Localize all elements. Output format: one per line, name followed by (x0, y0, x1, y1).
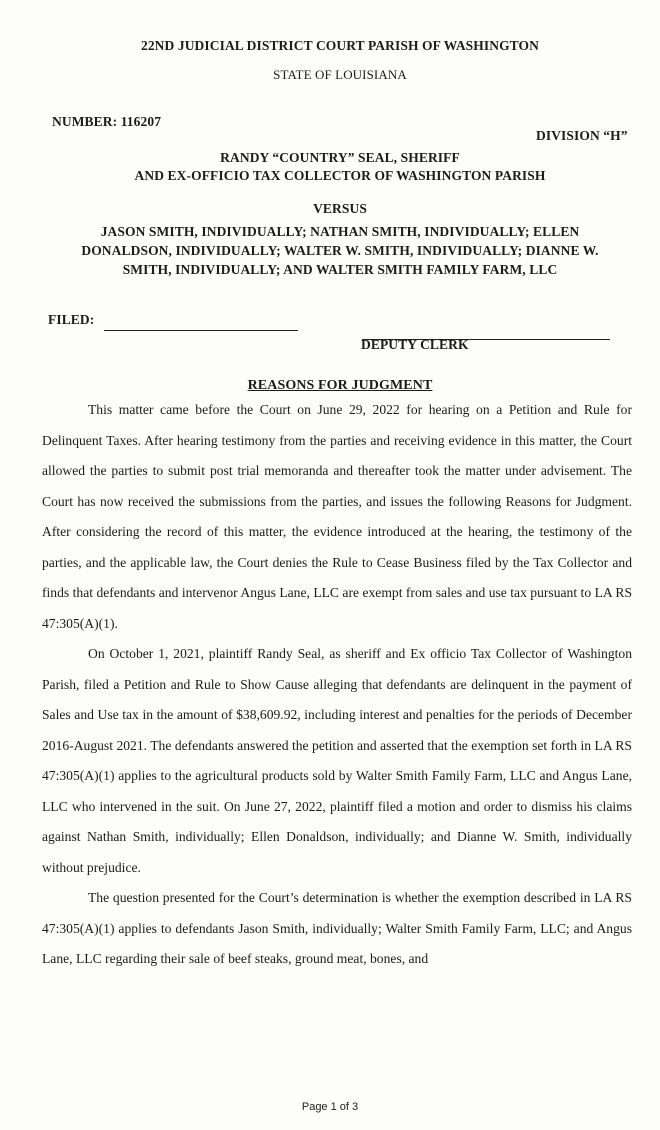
body-paragraph: This matter came before the Court on June 29, 2022 for hearing on a Petition and Rule for Delinquent Taxes. After hearing testimony from the parties and receiving evidence in this matter, the Court allowed the parties to submit post trial memoranda and thereafter took the matter under advisement. The Court has now received the submissions from the parties, and issues the following Reasons for Judgment. After considering the record of this matter, the evidence introduced at the hearing, the testimony of the parties, and the applicable law, the Court denies the Rule to Cease Business filed by the Tax Collector and finds that defendants and intervenor Angus Lane, LLC are exempt from sales and use tax pursuant to LA RS 47:305(A)(1). (42, 402, 632, 631)
defendants-line-3: SMITH, INDIVIDUALLY; AND WALTER SMITH FAMILY FARM, LLC (122, 262, 558, 277)
versus-label: VERSUS (313, 201, 367, 216)
filed-label: FILED: (48, 312, 95, 327)
plaintiff-line-2: AND EX-OFFICIO TAX COLLECTOR OF WASHINGTON PARISH (134, 168, 546, 183)
body-paragraph: On October 1, 2021, plaintiff Randy Seal, as sheriff and Ex officio Tax Collector of Washington Parish, filed a Petition and Rule to Show Cause alleging that defendants are delinquent in the payment of Sales and Use tax in the amount of $38,609.92, including interest and penalties for the periods of December 2016-August 2021. The defendants answered the petition and asserted that the exemption set forth in LA RS 47:305(A)(1) applies to the agricultural products sold by Walter Smith Family Farm, LLC and Angus Lane, LLC who intervened in the suit. On June 27, 2022, plaintiff filed a motion and order to dismiss his claims against Nathan Smith, individually; Ellen Donaldson, individually; and Dianne W. Smith, individually without prejudice. (42, 646, 632, 875)
defendants-line-1: JASON SMITH, INDIVIDUALLY; NATHAN SMITH, INDIVIDUALLY; ELLEN (100, 224, 580, 239)
state-header: STATE OF LOUISIANA (273, 67, 407, 82)
deputy-clerk-label: DEPUTY CLERK (361, 337, 469, 352)
body-paragraph: The question presented for the Court’s determination is whether the exemption described in LA RS 47:305(A)(1) applies to defendants Jason Smith, individually; Walter Smith Family Farm, LLC; and Angus Lane, LLC regarding their sale of beef steaks, ground meat, bones, and (42, 890, 632, 966)
court-header: 22ND JUDICIAL DISTRICT COURT PARISH OF WASHINGTON (140, 38, 539, 53)
page-number: Page 1 of 3 (301, 1101, 359, 1113)
case-number-label: NUMBER: (52, 114, 118, 129)
case-number (52, 114, 161, 130)
filed-signature-line (104, 314, 298, 331)
defendants-line-2: DONALDSON, INDIVIDUALLY; WALTER W. SMITH, INDIVIDUALLY; DIANNE W. (81, 243, 599, 258)
plaintiff-line-1: RANDY “COUNTRY” SEAL, SHERIFF (220, 150, 460, 165)
document-title: REASONS FOR JUDGMENT (247, 378, 433, 393)
case-number-value: 116207 (120, 114, 162, 129)
document-body (42, 395, 632, 975)
division-label: DIVISION “H” (536, 128, 628, 143)
